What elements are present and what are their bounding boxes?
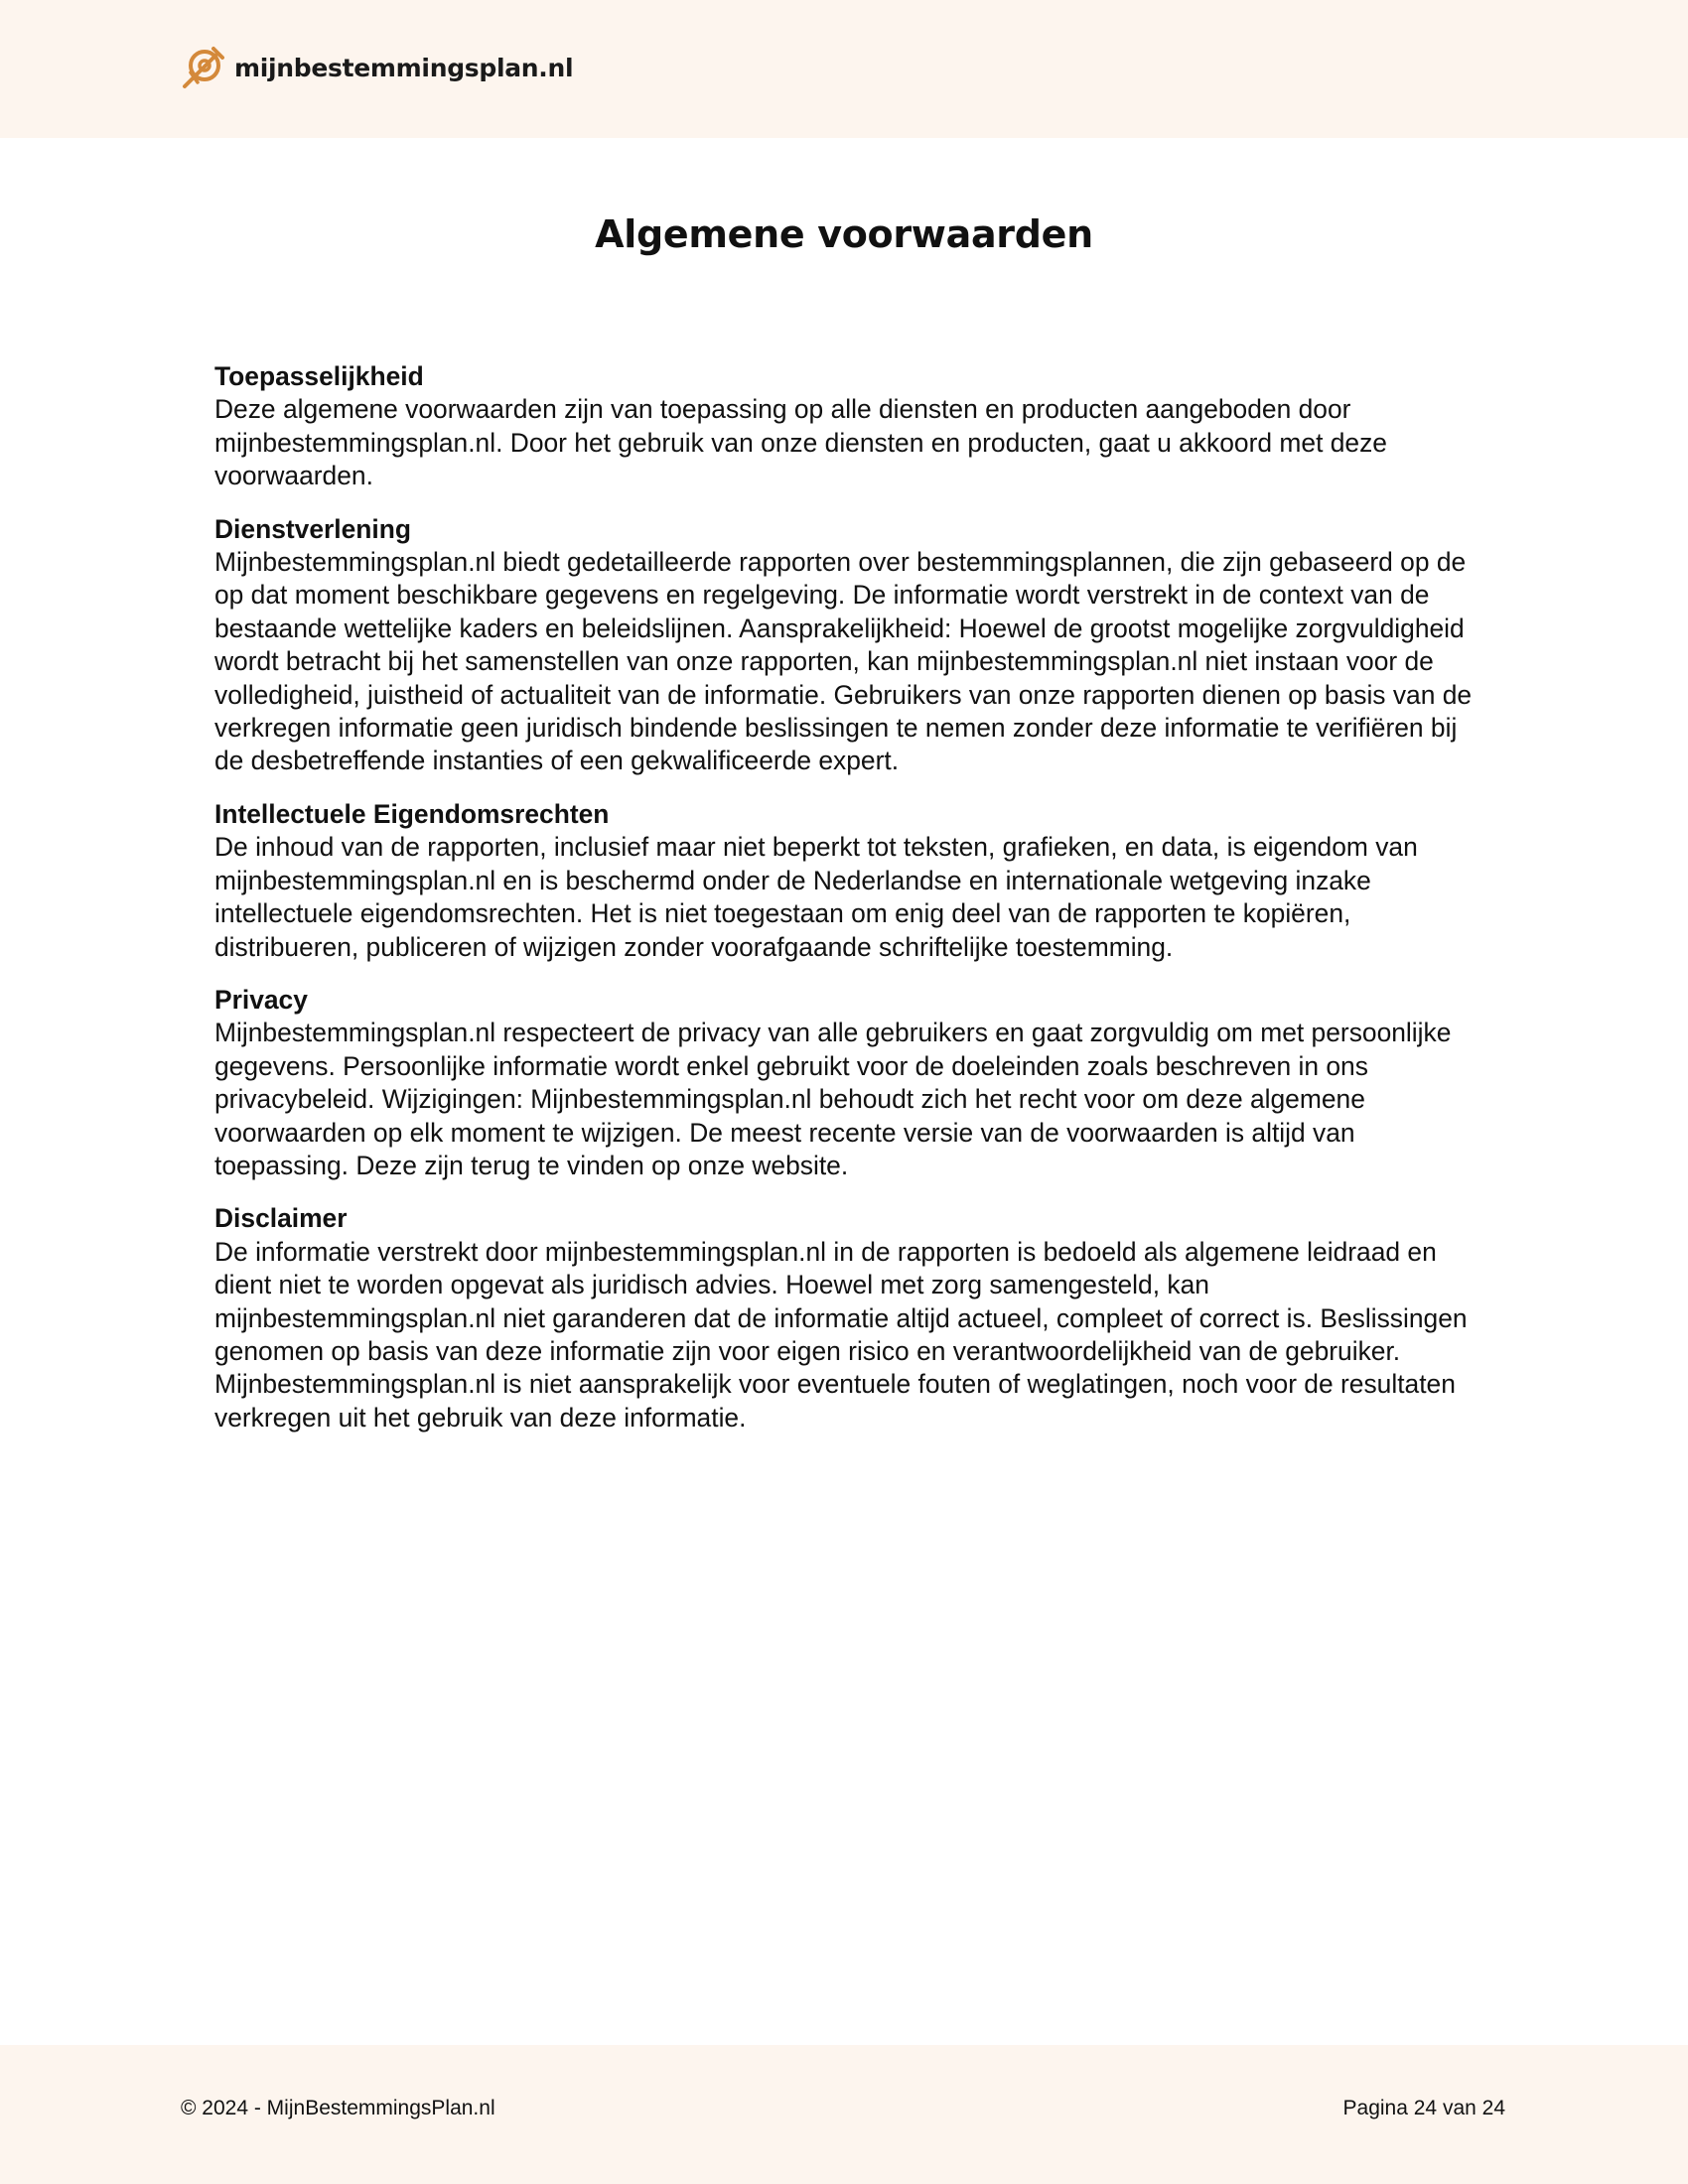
section-body: Deze algemene voorwaarden zijn van toepassing op alle diensten en producten aangeboden door mijnbestemmingsplan.nl. Door het gebruik van onze diensten en producten, gaat u akkoord met deze voorwaarden.: [214, 394, 1387, 491]
section-body: Mijnbestemmingsplan.nl respecteert de privacy van alle gebruikers en gaat zorgvuldig om met persoonlijke gegevens. Persoonlijke informatie wordt enkel gebruikt voor de doeleinden zoals beschreven in ons privacybeleid. Wijzigingen: Mijnbestemmingsplan.nl behoudt zich het recht voor om deze algemene voorwaarden op elk moment te wijzigen. De meest recente versie van de voorwaarden is altijd van toepassing. Deze zijn terug te vinden op onze website.: [214, 1018, 1452, 1180]
section-intellectuele-eigendomsrechten: [214, 798, 1476, 964]
section-dienstverlening: [214, 513, 1476, 778]
section-toepasselijkheid: [214, 360, 1476, 493]
section-heading: Disclaimer: [214, 1203, 348, 1234]
footer-copyright: © 2024 - MijnBestemmingsPlan.nl: [181, 2097, 495, 2119]
footer-page-number: Pagina 24 van 24: [1342, 2097, 1505, 2119]
section-heading: Toepasselijkheid: [214, 361, 424, 391]
terms-content: [214, 360, 1476, 1454]
section-body: Mijnbestemmingsplan.nl biedt gedetailleerde rapporten over bestemmingsplannen, die zijn gebaseerd op de op dat moment beschikbare gegevens en regelgeving. De informatie wordt verstrekt in de context van de bestaande wettelijke kaders en beleidslijnen. Aansprakelijkheid: Hoewel de grootst mogelijke zorgvuldigheid wordt betracht bij het samenstellen van onze rapporten, kan mijnbestemmingsplan.nl niet instaan voor de volledigheid, juistheid of actualiteit van de informatie. Gebruikers van onze rapporten dienen op basis van de verkregen informatie geen juridisch bindende beslissingen te nemen zonder deze informatie te verifiëren bij de desbetreffende instanties of een gekwalificeerde expert.: [214, 547, 1473, 776]
section-heading: Dienstverlening: [214, 513, 411, 544]
section-heading: Privacy: [214, 984, 308, 1015]
section-heading: Intellectuele Eigendomsrechten: [214, 798, 610, 829]
page-title: Algemene voorwaarden: [595, 212, 1093, 256]
compass-pin-icon: [181, 45, 226, 90]
section-privacy: [214, 984, 1476, 1182]
section-disclaimer: [214, 1202, 1476, 1434]
logo-text: mijnbestemmingsplan.nl: [234, 53, 574, 82]
site-logo[interactable]: [181, 44, 573, 91]
section-body: De inhoud van de rapporten, inclusief maar niet beperkt tot teksten, grafieken, en data, is eigendom van mijnbestemmingsplan.nl en is beschermd onder de Nederlandse en internationale wetgeving inzake intellectuele eigendomsrechten. Het is niet toegestaan om enig deel van de rapporten te kopiëren, distribueren, publiceren of wijzigen zonder voorafgaande schriftelijke toestemming.: [214, 832, 1418, 962]
page-header: [0, 0, 1688, 138]
section-body: De informatie verstrekt door mijnbestemmingsplan.nl in de rapporten is bedoeld als algemene leidraad en dient niet te worden opgevat als juridisch advies. Hoewel met zorg samengesteld, kan mijnbestemmingsplan.nl niet garanderen dat de informatie altijd actueel, compleet of correct is. Beslissingen genomen op basis van deze informatie zijn voor eigen risico en verantwoordelijkheid van de gebruiker. Mijnbestemmingsplan.nl is niet aansprakelijk voor eventuele fouten of weglatingen, noch voor de resultaten verkregen uit het gebruik van deze informatie.: [214, 1236, 1468, 1433]
